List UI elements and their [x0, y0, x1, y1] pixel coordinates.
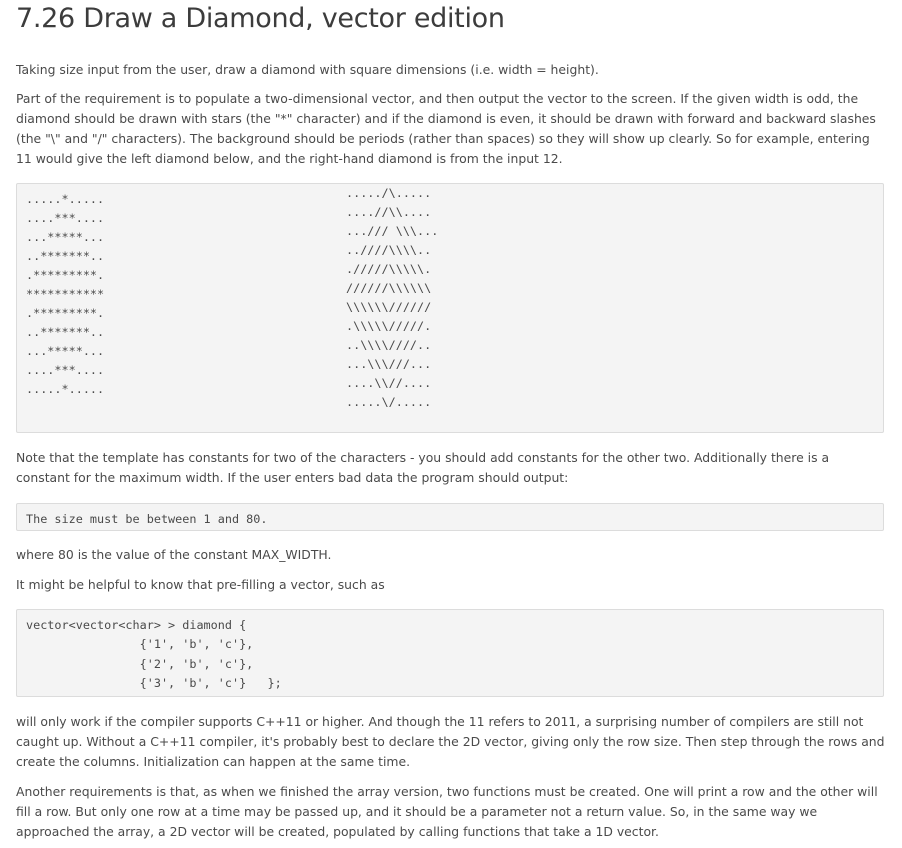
diamond-row: .\\\\\/////.	[346, 319, 432, 333]
diamond-row: //////\\\\\\	[346, 281, 432, 295]
diamond-row: \\\\\\//////	[346, 300, 432, 314]
diamond-row: ..*******..	[26, 325, 105, 339]
helpful-paragraph: It might be helpful to know that pre-filling a vector, such as	[16, 577, 385, 592]
diamond-row: ....//\\....	[346, 205, 432, 219]
diamond-row: .....\/.....	[346, 395, 432, 409]
functions-paragraph: Another requirements is that, as when we finished the array version, two functions must be created. One will print a row and the other will fill a row. But only one row at a time may be passed up, and it should be a parameter not a return value. So, in the same way we approached the array, a 2D vector will be created, populated by calling functions that take a 1D vector.	[16, 784, 878, 839]
diamond-row: ....***....	[26, 211, 105, 225]
where-paragraph: where 80 is the value of the constant MAX_WIDTH.	[16, 547, 332, 562]
error-output-box	[16, 503, 884, 531]
requirement-paragraph: Part of the requirement is to populate a two-dimensional vector, and then output the vector to the screen. If the given width is odd, the diamond should be drawn with stars (the "*" character) and if the diamond is even, it should be drawn with forward and backward slashes (the "\" and "/" characters). The background should be periods (rather than spaces) so they will show up clearly. So for example, entering 11 would give the left diamond below, and the right-hand diamond is from the input 12.	[16, 91, 876, 166]
diamond-row: ....\\//....	[346, 376, 432, 390]
diamond-row: ...*****...	[26, 344, 105, 358]
diamond-row: .*********.	[26, 268, 105, 282]
code-line: {'3', 'b', 'c'} };	[26, 675, 282, 690]
note-paragraph: Note that the template has constants for two of the characters - you should add constants for the other two. Additionally there is a constant for the maximum width. If the user enters bad data the program should output:	[16, 450, 830, 485]
even-diamond-output	[346, 184, 438, 412]
compiler-paragraph: will only work if the compiler supports C++11 or higher. And though the 11 refers to 2011, a surprising number of compilers are still not caught up. Without a C++11 compiler, it's probably best to declare the 2D vector, giving only the row size. Then step through the rows and create the columns. Initialization can happen at the same time.	[16, 714, 885, 769]
odd-diamond-output	[26, 190, 104, 399]
diamond-row: ...../\.....	[346, 186, 432, 200]
diamond-row: .*********.	[26, 306, 105, 320]
diamond-row: ..\\\\////..	[346, 338, 432, 352]
code-line: {'1', 'b', 'c'},	[26, 637, 254, 652]
diamond-example-box	[16, 183, 884, 433]
vector-code-box	[16, 609, 884, 697]
diamond-row: ./////\\\\\.	[346, 262, 432, 276]
diamond-row: ***********	[26, 287, 105, 301]
diamond-row: .../// \\\...	[346, 224, 439, 238]
intro-paragraph: Taking size input from the user, draw a diamond with square dimensions (i.e. width = height).	[16, 62, 599, 77]
diamond-row: ...*****...	[26, 230, 105, 244]
diamond-row: ..////\\\\..	[346, 243, 432, 257]
diamond-row: ...\\\///...	[346, 357, 432, 371]
diamond-row: .....*.....	[26, 192, 105, 206]
diamond-row: ....***....	[26, 363, 105, 377]
page-title: 7.26 Draw a Diamond, vector edition	[16, 3, 505, 34]
diamond-row: ..*******..	[26, 249, 105, 263]
code-line: {'2', 'b', 'c'},	[26, 656, 254, 671]
diamond-row: .....*.....	[26, 382, 105, 396]
code-line: vector<vector<char> > diamond {	[26, 618, 247, 632]
error-output-text: The size must be between 1 and 80.	[26, 512, 268, 526]
